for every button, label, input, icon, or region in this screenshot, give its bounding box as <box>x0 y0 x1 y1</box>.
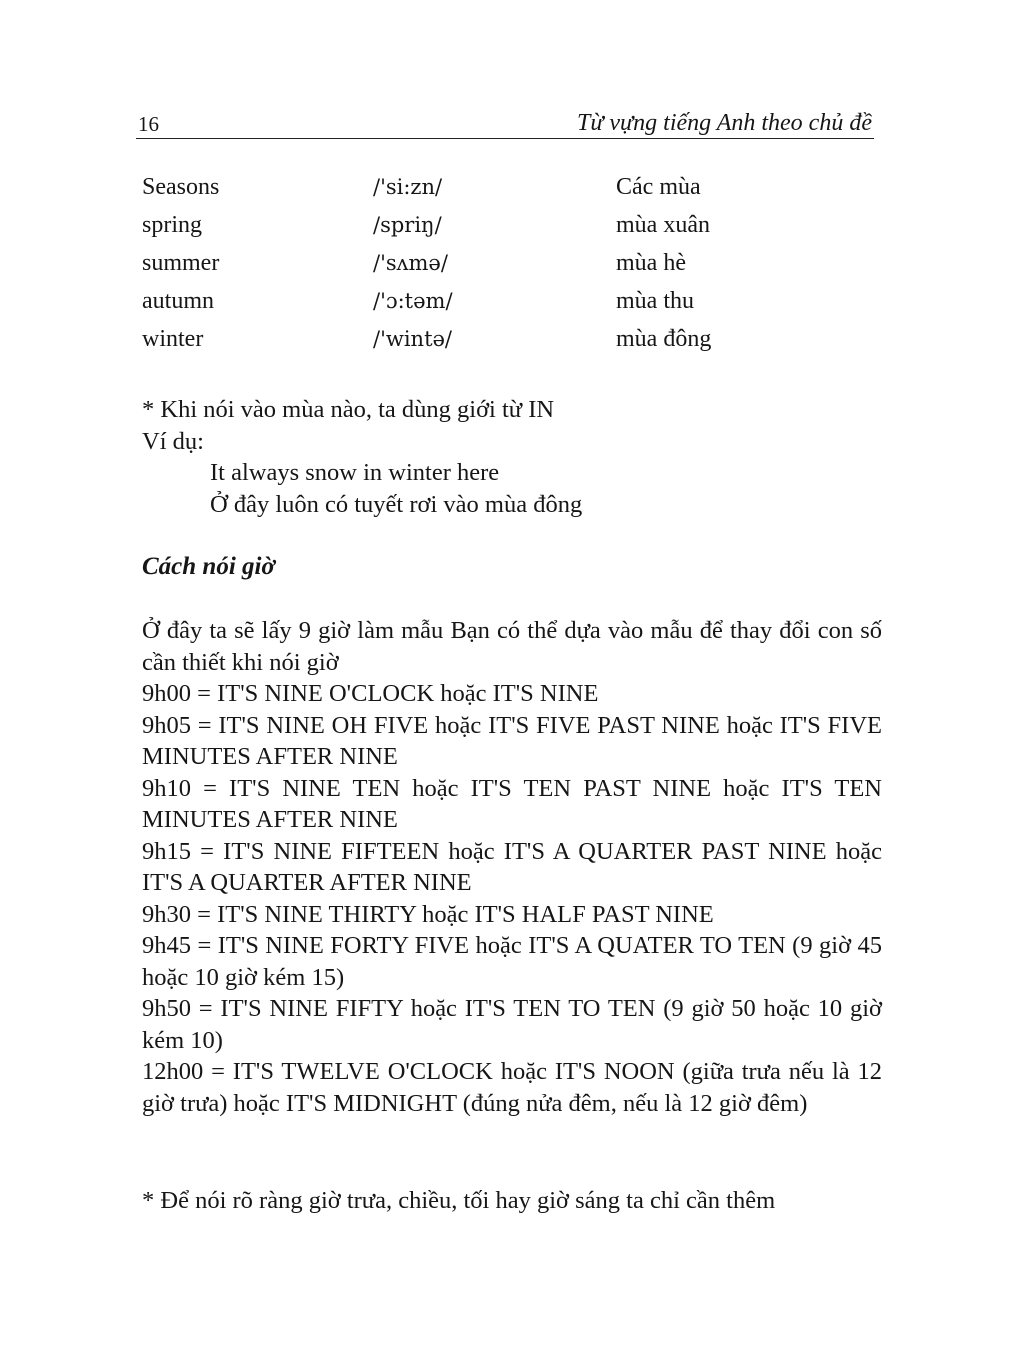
section-title: Cách nói giờ <box>142 553 275 580</box>
vocab-word: Seasons <box>142 174 220 200</box>
note-rule: * Khi nói vào mùa nào, ta dùng giới từ IN <box>142 396 555 423</box>
vocab-ipa: /spriŋ/ <box>373 213 442 237</box>
vocab-ipa: /'sʌmə/ <box>373 251 448 275</box>
time-line: 9h50 = IT'S NINE FIFTY hoặc IT'S TEN TO TEN (9 giờ 50 hoặc 10 giờ kém 10) <box>142 995 882 1054</box>
page-number: 16 <box>138 112 159 136</box>
time-line: 9h45 = IT'S NINE FORTY FIVE hoặc IT'S A QUATER TO TEN (9 giờ 45 hoặc 10 giờ kém 15) <box>142 932 882 991</box>
vocab-word: summer <box>142 250 220 276</box>
vocab-row <box>142 168 742 206</box>
vocab-ipa: /'wintə/ <box>373 327 453 351</box>
vocab-row <box>142 282 742 320</box>
book-title: Từ vựng tiếng Anh theo chủ đề <box>576 110 872 136</box>
time-line: 9h15 = IT'S NINE FIFTEEN hoặc IT'S A QUARTER PAST NINE hoặc IT'S A QUARTER AFTER NINE <box>142 837 882 896</box>
vocab-meaning: mùa xuân <box>616 212 710 238</box>
vocab-meaning: Các mùa <box>616 174 701 200</box>
vocab-word: spring <box>142 212 202 238</box>
time-line: 9h10 = IT'S NINE TEN hoặc IT'S TEN PAST NINE hoặc IT'S TEN MINUTES AFTER NINE <box>142 774 882 833</box>
vocab-ipa: /'ɔ:təm/ <box>373 289 453 313</box>
vocab-word: winter <box>142 326 204 352</box>
vocab-meaning: mùa thu <box>616 288 694 314</box>
vocab-meaning: mùa đông <box>616 326 712 352</box>
vocab-meaning: mùa hè <box>616 250 686 276</box>
vocab-word: autumn <box>142 288 214 314</box>
example-vietnamese: Ở đây luôn có tuyết rơi vào mùa đông <box>210 490 583 518</box>
example-label: Ví dụ: <box>142 427 204 455</box>
time-line: 12h00 = IT'S TWELVE O'CLOCK hoặc IT'S NOON (giữa trưa nếu là 12 giờ trưa) hoặc IT'S MIDNIGHT (đúng nửa đêm, nếu là 12 giờ đêm) <box>142 1058 882 1117</box>
section-intro: Ở đây ta sẽ lấy 9 giờ làm mẫu Bạn có thể dựa vào mẫu để thay đổi con số cần thiết khi nói giờ <box>142 617 882 676</box>
time-line: 9h30 = IT'S NINE THIRTY hoặc IT'S HALF PAST NINE <box>142 900 714 928</box>
vocab-row <box>142 206 742 244</box>
vocabulary-table <box>142 168 742 358</box>
closing-note-text: * Để nói rõ ràng giờ trưa, chiều, tối hay giờ sáng ta chỉ cần thêm <box>142 1187 776 1214</box>
closing-note <box>142 1185 882 1217</box>
time-line: 9h00 = IT'S NINE O'CLOCK hoặc IT'S NINE <box>142 680 599 707</box>
example-english: It always snow in winter here <box>210 459 500 486</box>
season-note <box>142 394 882 520</box>
vocab-ipa: /'si:zn/ <box>373 175 443 199</box>
time-line: 9h05 = IT'S NINE OH FIVE hoặc IT'S FIVE PAST NINE hoặc IT'S FIVE MINUTES AFTER NINE <box>142 711 882 770</box>
page-header <box>136 100 874 139</box>
vocab-row <box>142 244 742 282</box>
time-telling-paragraph <box>142 615 882 1119</box>
vocab-row <box>142 320 742 358</box>
